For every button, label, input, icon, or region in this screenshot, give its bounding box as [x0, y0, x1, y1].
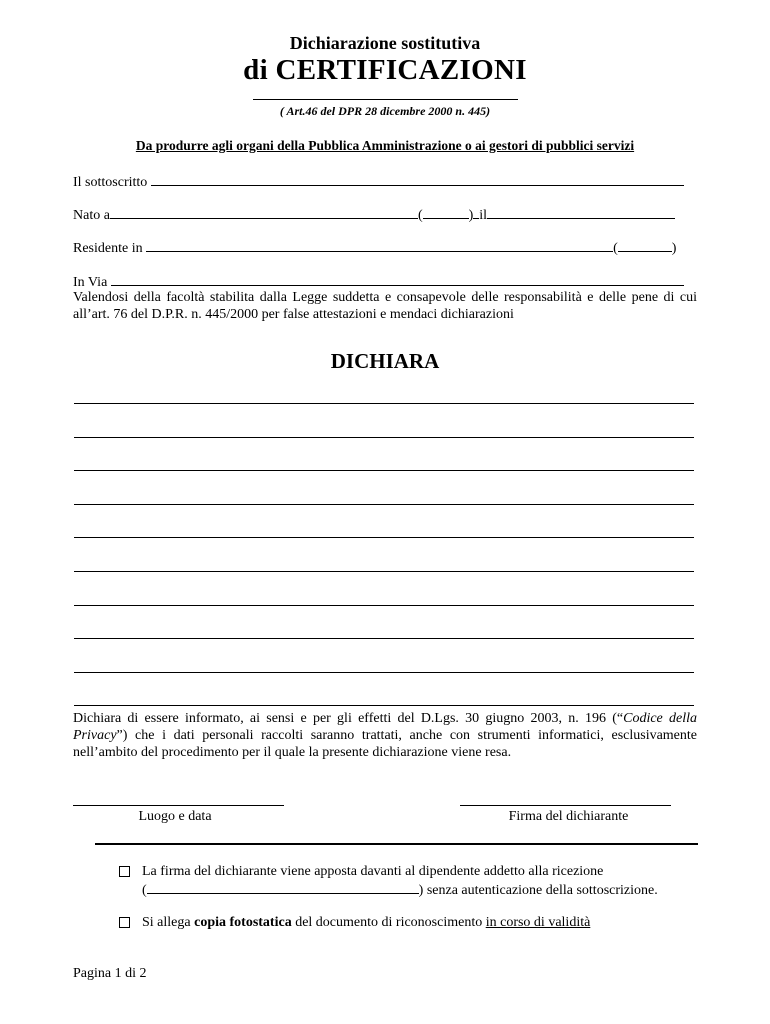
title-divider — [253, 99, 518, 100]
declaration-line[interactable] — [74, 537, 694, 538]
firma-line[interactable] — [460, 805, 671, 806]
check-text-firma — [142, 863, 697, 899]
luogo-data-label: Luogo e data — [138, 809, 212, 824]
check-item-firma — [119, 863, 699, 899]
declaration-line[interactable] — [74, 470, 694, 471]
firma-label: Firma del dichiarante — [508, 809, 629, 824]
nato-date-field[interactable] — [487, 205, 675, 219]
sottoscritto-field[interactable] — [151, 172, 684, 186]
checkbox-firma[interactable] — [119, 866, 130, 877]
check-text-allega: Si allega copia fotostatica del documento di riconoscimento in corso di validità — [142, 915, 591, 930]
nato-row — [73, 205, 675, 225]
privacy-paragraph — [73, 710, 697, 761]
residente-field[interactable] — [146, 238, 613, 252]
nato-il-label: il — [479, 208, 488, 223]
sottoscritto-label: Il sottoscritto — [73, 175, 148, 190]
nato-prov-close: ) — [468, 208, 474, 223]
declaration-line[interactable] — [74, 638, 694, 639]
declaration-line[interactable] — [74, 504, 694, 505]
nato-prov-open: ( — [417, 208, 423, 223]
avvalendosi-paragraph: Valendosi della facoltà stabilita dalla Legge suddetta e consapevole delle responsabilità e delle pene di cui all’art. 76 del D.P.R. n. 445/2000 per false attestazioni e mendaci dichiarazioni — [73, 290, 697, 322]
sottoscritto-row — [73, 172, 684, 192]
residente-province-field[interactable] — [618, 238, 672, 252]
privacy-text-1: Dichiara di essere informato, ai sensi e per gli effetti del D.Lgs. 30 giugno 2003, n. 196 (“ — [73, 711, 624, 726]
firma-paren-open: ( — [142, 883, 147, 898]
firma-text-a: La firma del dichiarante viene apposta davanti al dipendente addetto alla ricezione — [142, 864, 604, 879]
firma-text-b: ) senza autenticazione della sottoscrizione. — [418, 883, 658, 898]
via-label: In Via — [73, 275, 108, 290]
declaration-line[interactable] — [74, 437, 694, 438]
nato-province-field[interactable] — [423, 205, 469, 219]
dipendente-field[interactable] — [147, 880, 419, 894]
luogo-data-line[interactable] — [73, 805, 284, 806]
form-title-line2: di CERTIFICAZIONI — [243, 54, 527, 86]
nato-place-field[interactable] — [110, 205, 418, 219]
check-item-allega — [119, 914, 699, 932]
dichiara-heading: DICHIARA — [330, 349, 440, 373]
residente-prov-open: ( — [613, 241, 618, 256]
nato-label: Nato a — [73, 208, 110, 223]
privacy-code-name: Codice della Privacy — [73, 711, 697, 743]
declaration-line[interactable] — [74, 705, 694, 706]
declaration-line[interactable] — [74, 571, 694, 572]
declaration-line[interactable] — [74, 403, 694, 404]
residente-row — [73, 238, 676, 258]
declaration-line[interactable] — [74, 672, 694, 673]
residente-label: Residente in — [73, 241, 143, 256]
residente-prov-close: ) — [671, 241, 677, 256]
section-divider — [95, 843, 698, 845]
page-number: Pagina 1 di 2 — [73, 966, 147, 981]
declaration-line[interactable] — [74, 605, 694, 606]
allega-bold: copia fotostatica — [194, 915, 292, 930]
law-reference: ( Art.46 del DPR 28 dicembre 2000 n. 445) — [279, 104, 491, 118]
destination-note: Da produrre agli organi della Pubblica Amministrazione o ai gestori di pubblici servizi — [135, 138, 635, 153]
checkbox-allega[interactable] — [119, 917, 130, 928]
allega-underline: in corso di validità — [485, 915, 591, 930]
form-title-line1: Dichiarazione sostitutiva — [289, 33, 481, 53]
via-field[interactable] — [111, 272, 684, 286]
privacy-text-2: ”) che i dati personali raccolti saranno trattati, anche con strumenti informatici, esclusivamente nell’ambito del procedimento per il quale la presente dichiarazione viene resa. — [73, 728, 697, 760]
